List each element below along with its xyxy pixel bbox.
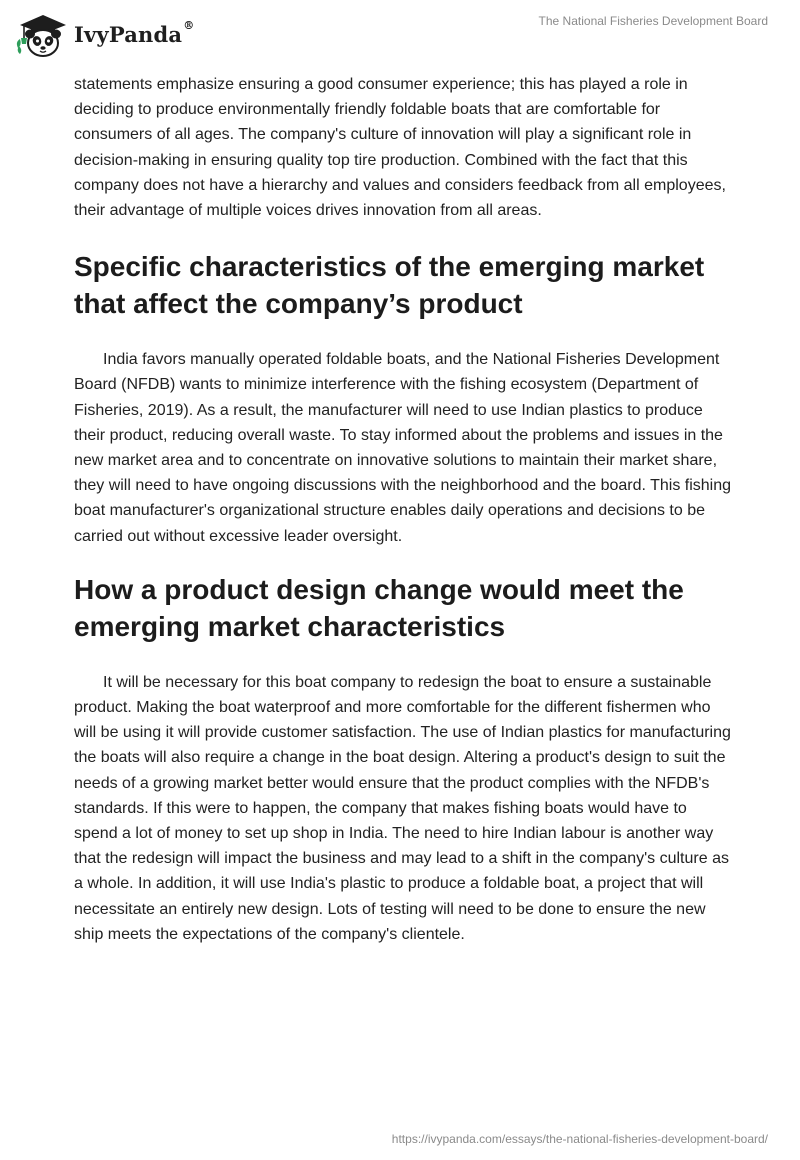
page-header [0,0,800,70]
essay-body [74,72,734,947]
section-heading-market-characteristics: Specific characteristics of the emerging market that affect the company’s product [74,251,705,320]
document-title: The National Fisheries Development Board [538,14,768,28]
panda-graduation-cap-icon [14,8,70,60]
ivypanda-logo[interactable] [14,8,194,60]
registered-mark: ® [183,18,195,32]
source-url[interactable]: https://ivypanda.com/essays/the-national-fisheries-development-board/ [391,1132,768,1146]
section-heading-design-change: How a product design change would meet the emerging market characteristics [74,573,684,642]
brand-name-text: IvyPanda [74,21,183,47]
brand-name [74,18,195,47]
intro-paragraph: statements emphasize ensuring a good consumer experience; this has played a role in deciding to produce environmentally friendly foldable boats that are comfortable for consumers of all ages. The company's culture of innovation will play a significant role in decision-making in ensuring quality top tire production. Combined with the fact that this company does not have a hierarchy and values and considers feedback from all employees, their advantage of multiple voices drives innovation from all areas. [74,76,726,220]
section-paragraph-design-change: It will be necessary for this boat company to redesign the boat to ensure a sustainable product. Making the boat waterproof and more comfortable for the different fishermen who will be using it will provide customer satisfaction. The use of Indian plastics for manufacturing the boats will also require a change in the boat design. Altering a product's design to suit the needs of a growing market better would ensure that the product complies with the NFDB's standards. If this were to happen, the company that makes fishing boats would have to spend a lot of money to set up shop in India. The need to hire Indian labour is another way that the redesign will impact the business and may lead to a shift in the company's culture as a whole. In addition, it will use India's plastic to produce a foldable boat, a project that will necessitate an entirely new design. Lots of testing will need to be done to ensure the new ship meets the expectations of the company's clientele. [74,673,731,943]
section-paragraph-market-characteristics: India favors manually operated foldable boats, and the National Fisheries Development Board (NFDB) wants to minimize interference with the fishing ecosystem (Department of Fisheries, 2019). As a result, the manufacturer will need to use Indian plastics to produce their product, reducing overall waste. To stay informed about the problems and issues in the new market area and to concentrate on innovative solutions to maintain their market share, they will need to have ongoing discussions with the neighborhood and the board. This fishing boat manufacturer's organizational structure enables daily operations and decisions to be carried out without excessive leader oversight. [74,351,732,545]
